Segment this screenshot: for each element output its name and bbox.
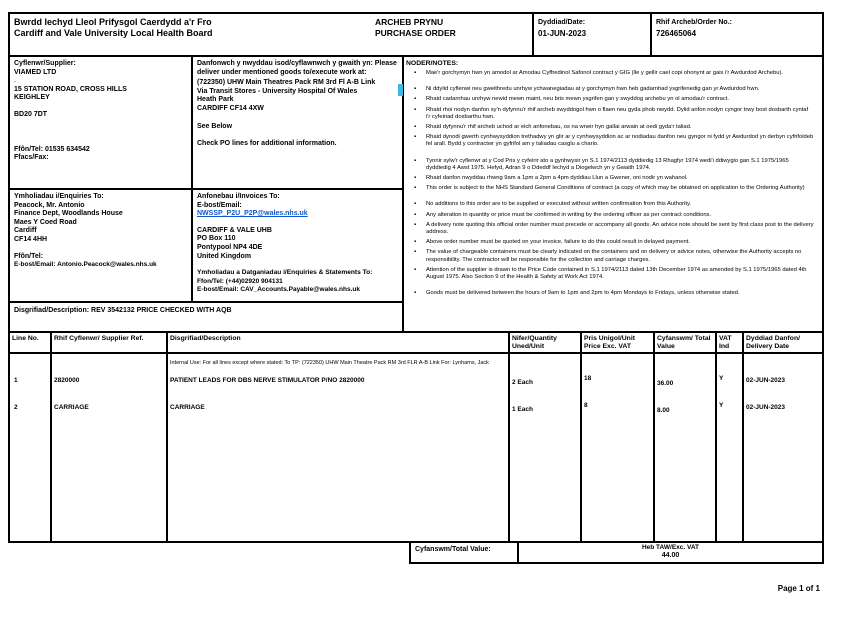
column-divider <box>580 333 582 541</box>
see-below-note: See Below <box>197 122 233 130</box>
invoices-country: United Kingdom <box>197 252 252 260</box>
doc-title-english: PURCHASE ORDER <box>375 27 456 38</box>
order-date-label: Dyddiad/Date: <box>538 19 586 26</box>
enquiries-label: Ymholiadau i/Enquiries To: <box>14 193 104 200</box>
row2-vat: Y <box>719 402 724 409</box>
invoices-po-box: PO Box 110 <box>197 235 236 243</box>
deliver-address-line2: Via Transit Stores - University Hospital Of Wales <box>197 87 358 95</box>
enquiries-street: Maes Y Coed Road <box>14 218 77 226</box>
note-item: ▪ Rhaid dynodi gwerth cynhwysyddion trethadwy yn glir ar y cynhwysyddion ac ar nodiadau danfon neu gyngor ni fydd yr Awdurdod yn derbyn cyfrifoldeb fel arall. Bydd y contractwr yn gyfrifol am y taliadau casglu a chario. <box>414 134 820 148</box>
deliver-to-label: Danfonwch y nwyddau isod/cyflawnwch y gwaith yn: Please deliver under mentioned goods to/execute work at: <box>197 60 397 76</box>
row1-delivery-date: 02-JUN-2023 <box>746 377 786 384</box>
note-item: ▪ The value of chargeable containers must be clearly indicated on the containers and on delivery or advice notes, otherwise the Authority accepts no responsibility. The contractor will be responsible for the collection and carriage charges. <box>414 249 820 263</box>
note-item: ▪ Any alteration in quantity or price must be confirmed in writing by the ordering officer as per contract conditions. <box>414 212 820 219</box>
row1-total: 36.00 <box>657 380 674 387</box>
enquiries-email-label: E-bost/Email: <box>14 261 56 269</box>
deliver-to-section <box>193 57 404 190</box>
invoices-to-section <box>193 190 404 303</box>
description-value: REV 3542132 PRICE CHECKED WITH AQB <box>91 307 232 314</box>
note-item: ▪ Ni ddylid cyflenwi neu gweithredu unrhyw ychwanegiadau at y gorchymyn hwn heb gadarnhad ysgrifenedig gan yr Awdurdod hwn. <box>414 86 820 93</box>
column-divider <box>715 333 717 541</box>
statements-label: Ymholiadau a Datganiadau i/Enquiries & Statements To: <box>197 269 373 277</box>
deliver-address-line3: Heath Park <box>197 96 234 104</box>
totals-label-cell: Cyfanswm/Total Value: <box>411 543 519 562</box>
description-line <box>14 307 398 316</box>
supplier-section <box>8 57 193 190</box>
note-item: ▪ Rhaid danfon nwyddau rhwng 9am a 1pm a 2pm a 4pm dyddiau Llun a Gwener, oni nodir yn wahanol. <box>414 175 820 182</box>
row1-line-no: 1 <box>14 377 18 384</box>
row2-total: 8.00 <box>657 407 670 414</box>
deliver-address-line1: (722350) UHW Main Theatres Pack RM 3rd Fl A-B Link <box>197 79 376 87</box>
column-divider <box>166 333 168 541</box>
square-bullet-icon <box>414 96 426 103</box>
order-number-value: 726465064 <box>656 29 697 38</box>
description-label: Disgrifiad/Description: <box>14 307 90 314</box>
row1-vat: Y <box>719 375 724 382</box>
enquiries-section <box>8 190 193 303</box>
invoices-email-link[interactable]: NWSSP_P2U_P2P@wales.nhs.uk <box>197 210 308 218</box>
order-number-label: Rhif Archeb/Order No.: <box>656 19 732 26</box>
enquiries-dept: Finance Dept, Woodlands House <box>14 210 123 218</box>
enquiries-phone-label: Ffôn/Tel: <box>14 252 44 260</box>
note-item: ▪ Attention of the supplier is drawn to the Price Code contained in S.1 1974/2113 dated 13th December 1974 as amended by S.1 1975/1965 dated 4th August 1975. Also Section 9 of the Health & Safety at Work Act 1974. <box>414 267 820 281</box>
order-number-cell <box>650 14 826 55</box>
note-item: ▪ Above order number must be quoted on your invoice, failure to do this could result in delayed payment. <box>414 239 820 246</box>
square-bullet-icon <box>414 70 426 77</box>
note-item: ▪ Goods must be delivered between the hours of 9am to 1pm and 2pm to 4pm Mondays to Fridays, unless otherwise stated. <box>414 290 820 297</box>
row2-description: CARRIAGE <box>170 404 205 411</box>
note-item: ▪ Rhaid cadarnhau unrhyw newid mewn maint, neu bris mewn ysgrifen gan y swyddog archebu yn ol amodau'r contract. <box>414 96 820 103</box>
note-item: ▪ A delivery note quoting this official order number must precede or accompany all goods. An advice note should be sent by first class post to the delivery address. <box>414 222 820 236</box>
description-band <box>8 303 404 331</box>
check-po-note: Check PO lines for additional information. <box>197 140 337 148</box>
column-divider <box>653 333 655 541</box>
row2-quantity: 1 Each <box>512 406 533 413</box>
notes-label: NODER/NOTES: <box>406 60 459 67</box>
notes-section <box>404 57 824 331</box>
row2-line-no: 2 <box>14 404 18 411</box>
column-divider <box>742 333 744 541</box>
column-divider <box>50 333 52 541</box>
invoices-org: CARDIFF & VALE UHB <box>197 226 272 234</box>
col-header-delivery: Dyddiad Danfon/ Delivery Date <box>746 335 800 350</box>
row2-unit-price: 8 <box>584 402 588 409</box>
deliver-address-line4: CARDIFF CF14 4XW <box>197 104 264 112</box>
square-bullet-icon <box>414 201 426 208</box>
order-date-value: 01-JUN-2023 <box>538 29 587 38</box>
square-bullet-icon <box>414 249 426 263</box>
totals-row <box>409 543 824 564</box>
highlight-mark <box>398 84 403 96</box>
square-bullet-icon <box>414 124 426 131</box>
supplier-name: VIAMED LTD <box>14 68 57 76</box>
col-header-vat: VAT Ind <box>719 335 732 350</box>
invoices-label: Anfonebau i/Invoices To: <box>197 193 280 200</box>
order-date-cell <box>532 14 650 55</box>
row1-supplier-ref: 2820000 <box>54 377 80 384</box>
enquiries-postcode: CF14 4HH <box>14 235 48 243</box>
col-header-line-no: Line No. <box>12 335 39 342</box>
square-bullet-icon <box>414 290 426 297</box>
invoices-city: Pontypool NP4 4DE <box>197 243 263 251</box>
row1-unit-price: 18 <box>584 375 592 382</box>
supplier-line2: . <box>14 77 16 85</box>
col-header-total: Cyfanswm/ Total Value <box>657 335 711 350</box>
square-bullet-icon <box>414 267 426 281</box>
enquiries-email <box>14 261 187 269</box>
supplier-phone <box>14 146 187 155</box>
enquiries-city: Cardiff <box>14 227 37 235</box>
page-number: Page 1 of 1 <box>777 584 820 593</box>
col-header-quantity: Nifer/Quantity Uned/Unit <box>512 335 557 350</box>
header <box>8 12 824 57</box>
col-header-supplier-ref: Rhif Cyflenwr/ Supplier Ref. <box>54 335 144 342</box>
column-divider <box>508 333 510 541</box>
col-header-unit-price: Pris Unigol/Unit Price Exc. VAT <box>584 335 635 350</box>
enquiries-name: Peacock, Mr. Antonio <box>14 201 85 209</box>
note-item: ▪ Mae'r gorchymyn hwn yn amodol ar Amodau Cyffredinol Safonol contract y GIG (lle y gellir cael copi ohonynt ar gais i'r Awdurdod Archebu). <box>414 70 820 77</box>
square-bullet-icon <box>414 107 426 121</box>
square-bullet-icon <box>414 222 426 236</box>
supplier-postcode: BD20 7DT <box>14 110 48 118</box>
org-name-english: Cardiff and Vale University Local Health Board <box>14 28 213 38</box>
supplier-label: Cyflenwr/Supplier: <box>14 60 76 67</box>
totals-vat-sublabel: Heb TAW/Exc. VAT <box>641 544 700 551</box>
enquiries-email-value: Antonio.Peacock@wales.nhs.uk <box>57 261 157 269</box>
row1-quantity: 2 Each <box>512 379 533 386</box>
square-bullet-icon <box>414 158 426 172</box>
totals-value-cell <box>519 543 822 562</box>
note-item: ▪ Rhaid rhoi nodyn danfon sy'n dyfynnu'r rhif archeb swyddogol hwn o flaen neu gyda phob nwydd. Dylid anfon nodyn cyngor trwy bost dosbarth cyntaf i'r cyfeiriad dosbarthu hwn. <box>414 107 820 121</box>
square-bullet-icon <box>414 239 426 246</box>
doc-title-welsh: ARCHEB PRYNU <box>375 17 444 27</box>
supplier-phone-value: 01535 634542 <box>44 145 90 153</box>
row1-description: PATIENT LEADS FOR DBS NERVE STIMULATOR P/NO 2820000 <box>170 377 365 384</box>
note-item: ▪ No additions to this order are to be supplied or executed without written confirmation from this Authority. <box>414 201 820 208</box>
note-item: ▪ Tynnir sylw'r cyflenwr at y Cod Pris y cyfeirir ato a gynhwysir yn S.1 1974/2113 dyddiedig 13 Rhagfyr 1974 wedi'i ddiwygio gan S.1 1975/1965 dyddiedig 4 Awst 1975. Hefyd, Adran 9 o Ddeddf Iechyd a Diogelwch yn y Gwaith 1974. <box>414 158 820 172</box>
supplier-address1: 15 STATION ROAD, CROSS HILLS <box>14 85 127 93</box>
org-name <box>14 17 364 39</box>
note-item: ▪ Rhaid dyfynnu'r rhif archeb uchod ar eich anfonebau, os na wneir hyn gallai arwain at oedi gyda'r taliad. <box>414 124 820 131</box>
row2-delivery-date: 02-JUN-2023 <box>746 404 786 411</box>
square-bullet-icon <box>414 185 426 192</box>
invoices-email-label: E-bost/Email: <box>197 201 242 209</box>
col-header-description: Disgrifiad/Description <box>170 335 241 342</box>
note-item: ▪ This order is subject to the NHS Standard General Conditions of contract (a copy of which may be obtained on application to the Ordering Authority) <box>414 185 820 192</box>
statements-phone: Ffon/Tel: (+44)02920 904131 <box>197 277 283 285</box>
row2-supplier-ref: CARRIAGE <box>54 404 89 411</box>
square-bullet-icon <box>414 212 426 219</box>
internal-use-note: Internal Use: For all lines except where stated: To TP: (722350) UHW Main Theatre Pack RM 3rd FLR A-B Link For: Lynhams, Jack <box>170 360 489 366</box>
statements-email: E-bost/Email: CAV_Accounts.Payable@wales.nhs.uk <box>197 285 360 293</box>
header-row-divider <box>10 352 822 354</box>
square-bullet-icon <box>414 134 426 148</box>
square-bullet-icon <box>414 175 426 182</box>
notes-list <box>406 70 820 297</box>
doc-title <box>375 17 525 38</box>
supplier-fax-label: Ffacs/Fax: <box>14 154 49 162</box>
org-name-welsh: Bwrdd Iechyd Lleol Prifysgol Caerdydd a'r Fro <box>14 17 212 27</box>
line-items-table <box>8 331 824 543</box>
supplier-address2: KEIGHLEY <box>14 94 50 102</box>
supplier-phone-label: Ffôn/Tel: <box>14 145 44 153</box>
totals-value: 44.00 <box>661 552 680 559</box>
square-bullet-icon <box>414 86 426 93</box>
